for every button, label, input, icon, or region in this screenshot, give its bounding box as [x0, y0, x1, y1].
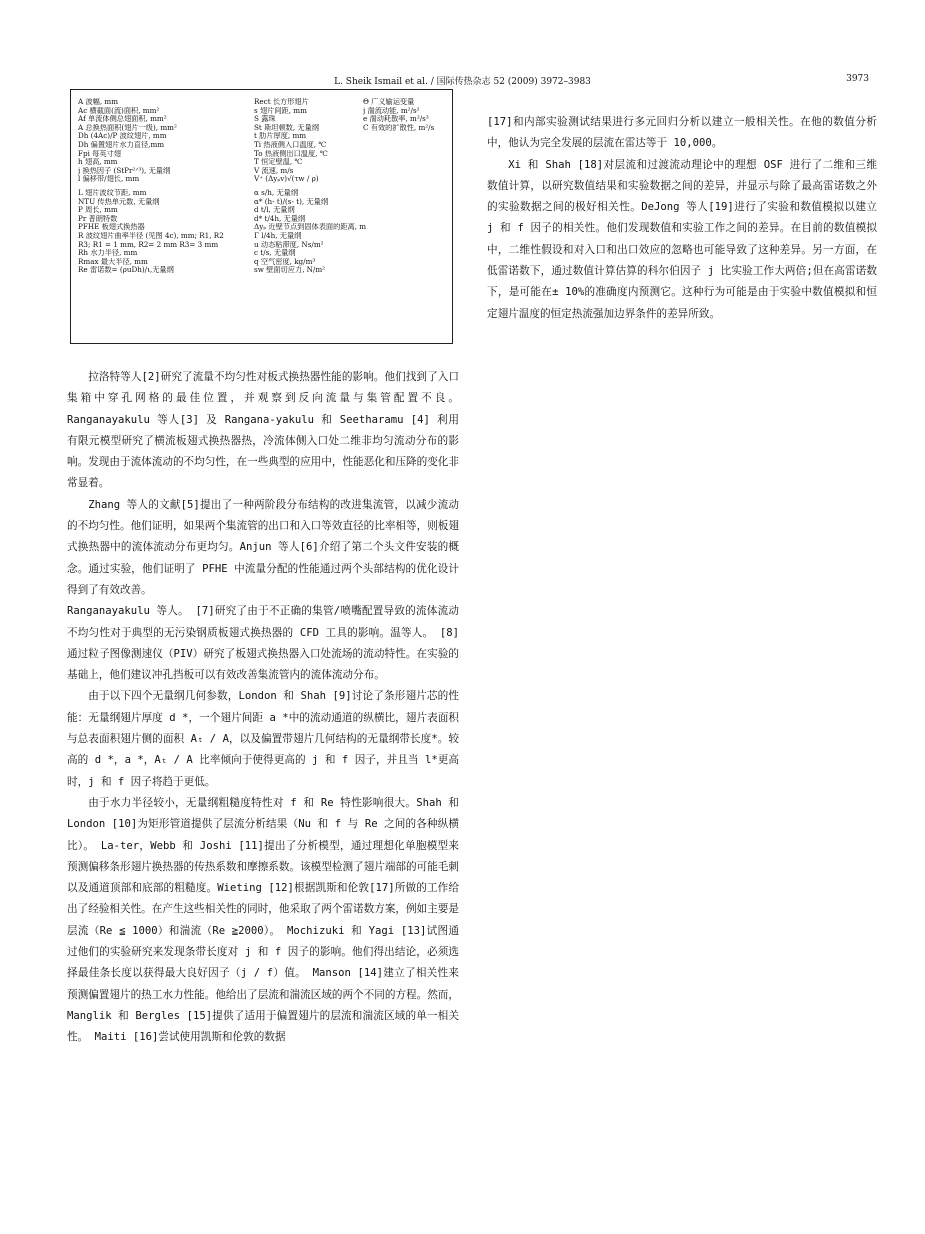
nomenclature-entry: C 有效的扩散性, m²/s: [363, 123, 435, 132]
nomenclature-entry: A 总换热面积(翅片一级), mm²: [78, 123, 177, 132]
nomenclature-entry: h 翅高, mm: [78, 158, 118, 167]
paragraph: [17]和内部实验测试结果进行多元回归分析以建立一般相关性。在他的数值分析中，他认为完全发展的层流在雷达等于 10,000。: [487, 116, 877, 150]
nomenclature-entry: Γ l/4h, 无量纲: [254, 231, 302, 240]
nomenclature-entry: q 空气密度, kg/m³: [254, 257, 316, 266]
nomenclature-entry: l 偏移带/翅长, mm: [78, 175, 140, 184]
nomenclature-entry: Dh (4Ac)/P 波纹翅片, mm: [78, 132, 167, 141]
nomenclature-entry: α s/h, 无量纲: [254, 188, 299, 197]
nomenclature-entry: S 露珠: [254, 115, 276, 124]
nomenclature-entry: V 流速, m/s: [254, 166, 294, 175]
nomenclature-entry: Ac 横截面(流)面积, mm²: [78, 106, 160, 115]
nomenclature-entry: Re 雷诺数= (ρuDh)/ι,无量纲: [78, 266, 174, 275]
nomenclature-entry: t 肋片厚度, mm: [254, 132, 307, 141]
nomenclature-column-3: [363, 98, 453, 132]
nomenclature-entry: d* t/4h, 无量纲: [254, 214, 306, 223]
nomenclature-entry: s 翅片间距, mm: [254, 106, 307, 115]
page-header: [0, 74, 925, 90]
paragraph: 由于水力半径较小，无量纲粗糙度特性对 f 和 Re 特性影响很大。Shah 和 London [10]为矩形管道提供了层流分析结果（Nu 和 f 与 Re 之间的各种纵横比）。 La-ter，Webb 和 Joshi [11]提出了分析模型，通过理想化单胞模型来预测偏移条形翅片换热器的传热系数和摩擦系数。该模型检测了翅片端部的可能毛刺以及通道顶部和底部的粗糙度。Wieting [12]根据凯斯和伦敦[17]所做的工作给出了经验相关性。在产生这些相关性的同时，他采取了两个雷诺数方案，例如主要是层流（Re ≦ 1000）和湍流（Re ≧2000）。 Mochizuki 和 Yagi [13]试图通过他们的实验研究来发现条带长度对 j 和 f 因子的影响。他们得出结论，必须选择最佳条长度以获得最大良好因子（j / f）值。 Manson [14]建立了相关性来预测偏置翅片的热工水力性能。他给出了层流和湍流区域的两个不同的方程。然而，Manglik 和 Bergles [15]提供了适用于偏置翅片的层流和湍流区域的单一相关性。 Maiti [16]尝试使用凯斯和伦敦的数据: [67, 796, 459, 1044]
nomenclature-entry: Rect 长方形翅片: [254, 98, 309, 106]
nomenclature-column-2: [254, 98, 366, 275]
nomenclature-entry: PFHE 板翅式换热器: [78, 223, 145, 232]
left-text-column: [67, 367, 459, 1049]
nomenclature-entry: Rmax 最大半径, mm: [78, 257, 148, 266]
nomenclature-entry: P 周长, mm: [78, 206, 118, 215]
nomenclature-entry: α* (h- t)/(s- t), 无量纲: [254, 197, 329, 206]
nomenclature-entry: c t/s, 无量纲: [254, 249, 296, 258]
nomenclature-entry: Af 单流体侧总翅面积, mm²: [78, 115, 167, 124]
nomenclature-entry: Dh 偏置翅片水力直径,mm: [78, 140, 165, 149]
nomenclature-entry: e 湍动耗散率, m²/s³: [363, 115, 429, 124]
nomenclature-entry: T 恒定壁温, ℃: [254, 158, 303, 167]
nomenclature-entry: Ti 热液侧入口温度, ℃: [254, 140, 327, 149]
nomenclature-entry: Θ 广义输运变量: [363, 98, 415, 106]
right-text-column: [487, 112, 877, 325]
nomenclature-column-1: [78, 98, 250, 275]
nomenclature-entry: u 动态粘滞度, Ns/m²: [254, 240, 324, 249]
nomenclature-entry: V⁺ (Δyₚv)√(τw / ρ): [254, 175, 319, 184]
nomenclature-entry: L 翅片波纹节距, mm: [78, 188, 147, 197]
nomenclature-entry: Pr 普朗特数: [78, 214, 118, 223]
paragraph: Xi 和 Shah [18]对层流和过渡流动理论中的理想 OSF 进行了二维和三维数值计算，以研究数值结果和实验数据之间的差异，并显示与除了最高雷诺数之外的实验数据之间的极好相关性。DeJong 等人[19]进行了实验和数值模拟以建立 j 和 f 因子的相关性。他们发现数值和实验工作之间的差异。在目前的数值模拟中，二维性假设和对入口和出口效应的忽略也可能导致了这种差异。另一方面，在低雷诺数下，通过数值计算估算的科尔伯因子 j 比实验工作大两倍;但在高雷诺数下，是可能在± 10%的准确度内预测它。这种行为可能是由于实验中数值模拟和恒定翅片温度的恒定热流强加边界条件的差异所致。: [487, 158, 877, 320]
nomenclature-entry: d t/l, 无量纲: [254, 206, 295, 215]
paragraph: 拉洛特等人[2]研究了流量不均匀性对板式换热器性能的影响。他们找到了入口集箱中穿孔网格的最佳位置，并观察到反向流量与集管配置不良。 Ranganayakulu 等人[3] 及 Rangana-yakulu 和 Seetharamu [4] 利用有限元模型研究了横流板翅式换热器热，冷流体侧入口处二维非均匀流动分布的影响。发现由于流体流动的不均匀性，在一些典型的应用中，性能恶化和压降的变化非常显着。: [67, 371, 459, 490]
nomenclature-entry: Rh 水力半径, mm: [78, 249, 138, 258]
nomenclature-entry: St 斯坦顿数, 无量纲: [254, 123, 319, 132]
nomenclature-entry: j 换热因子 (StPr²ᐟ³), 无量纲: [78, 166, 171, 175]
nomenclature-entry: To 热液侧出口温度, ℃: [254, 149, 328, 158]
page-number: 3973: [846, 74, 869, 84]
nomenclature-entry: Δyₚ 近壁节点到固体表面的距离, m: [254, 223, 366, 232]
nomenclature-entry: R 波纹翅片曲率半径 (见图 4c), mm; R1, R2: [78, 231, 224, 240]
nomenclature-entry: Fpi 每英寸翅: [78, 149, 121, 158]
nomenclature-entry: sw 壁面切应力, N/m²: [254, 266, 326, 275]
paragraph: Zhang 等人的文献[5]提出了一种两阶段分布结构的改进集流管，以减少流动的不均匀性。他们证明，如果两个集流管的出口和入口等效直径的比率相等，则板翅式换热器中的流体流动分布更均匀。Anjun 等人[6]介绍了第二个头文件安装的概念。通过实验，他们证明了 PFHE 中流量分配的性能通过两个头部结构的优化设计得到了有效改善。: [67, 498, 459, 596]
nomenclature-box: [70, 89, 453, 344]
nomenclature-entry: j 湍流动能, m²/s²: [363, 106, 420, 115]
paragraph: 由于以下四个无量纲几何参数，London 和 Shah [9]讨论了条形翅片芯的性能：无量纲翅片厚度 d *，一个翅片间距 a *中的流动通道的纵横比，翅片表面积与总表面积翅片侧的面积 Aₜ / A，以及偏置带翅片几何结构的无量纲带长度*。较高的 d *，a *，Aₜ / A 比率倾向于使得更高的 j 和 f 因子，并且当 l*更高时，j 和 f 因子将趋于更低。: [67, 690, 459, 788]
paragraph: Ranganayakulu 等人。 [7]研究了由于不正确的集管/喷嘴配置导致的流体流动不均匀性对于典型的无污染钢质板翅式换热器的 CFD 工具的影响。温等人。 [8]通过粒子图像测速仪（PIV）研究了板翅式换热器入口处流场的流动特性。在实验的基础上，他们建议冲孔挡板可以有效改善集流管内的流体流动分布。: [67, 605, 459, 682]
running-title: L. Sheik Ismail et al. / 国际传热杂志 52 (2009) 3972–3983: [334, 77, 591, 87]
nomenclature-entry: NTU 传热单元数, 无量纲: [78, 197, 160, 206]
nomenclature-entry: R3; R1 = 1 mm, R2= 2 mm R3= 3 mm: [78, 240, 219, 249]
nomenclature-entry: A 波幅, mm: [78, 98, 119, 106]
